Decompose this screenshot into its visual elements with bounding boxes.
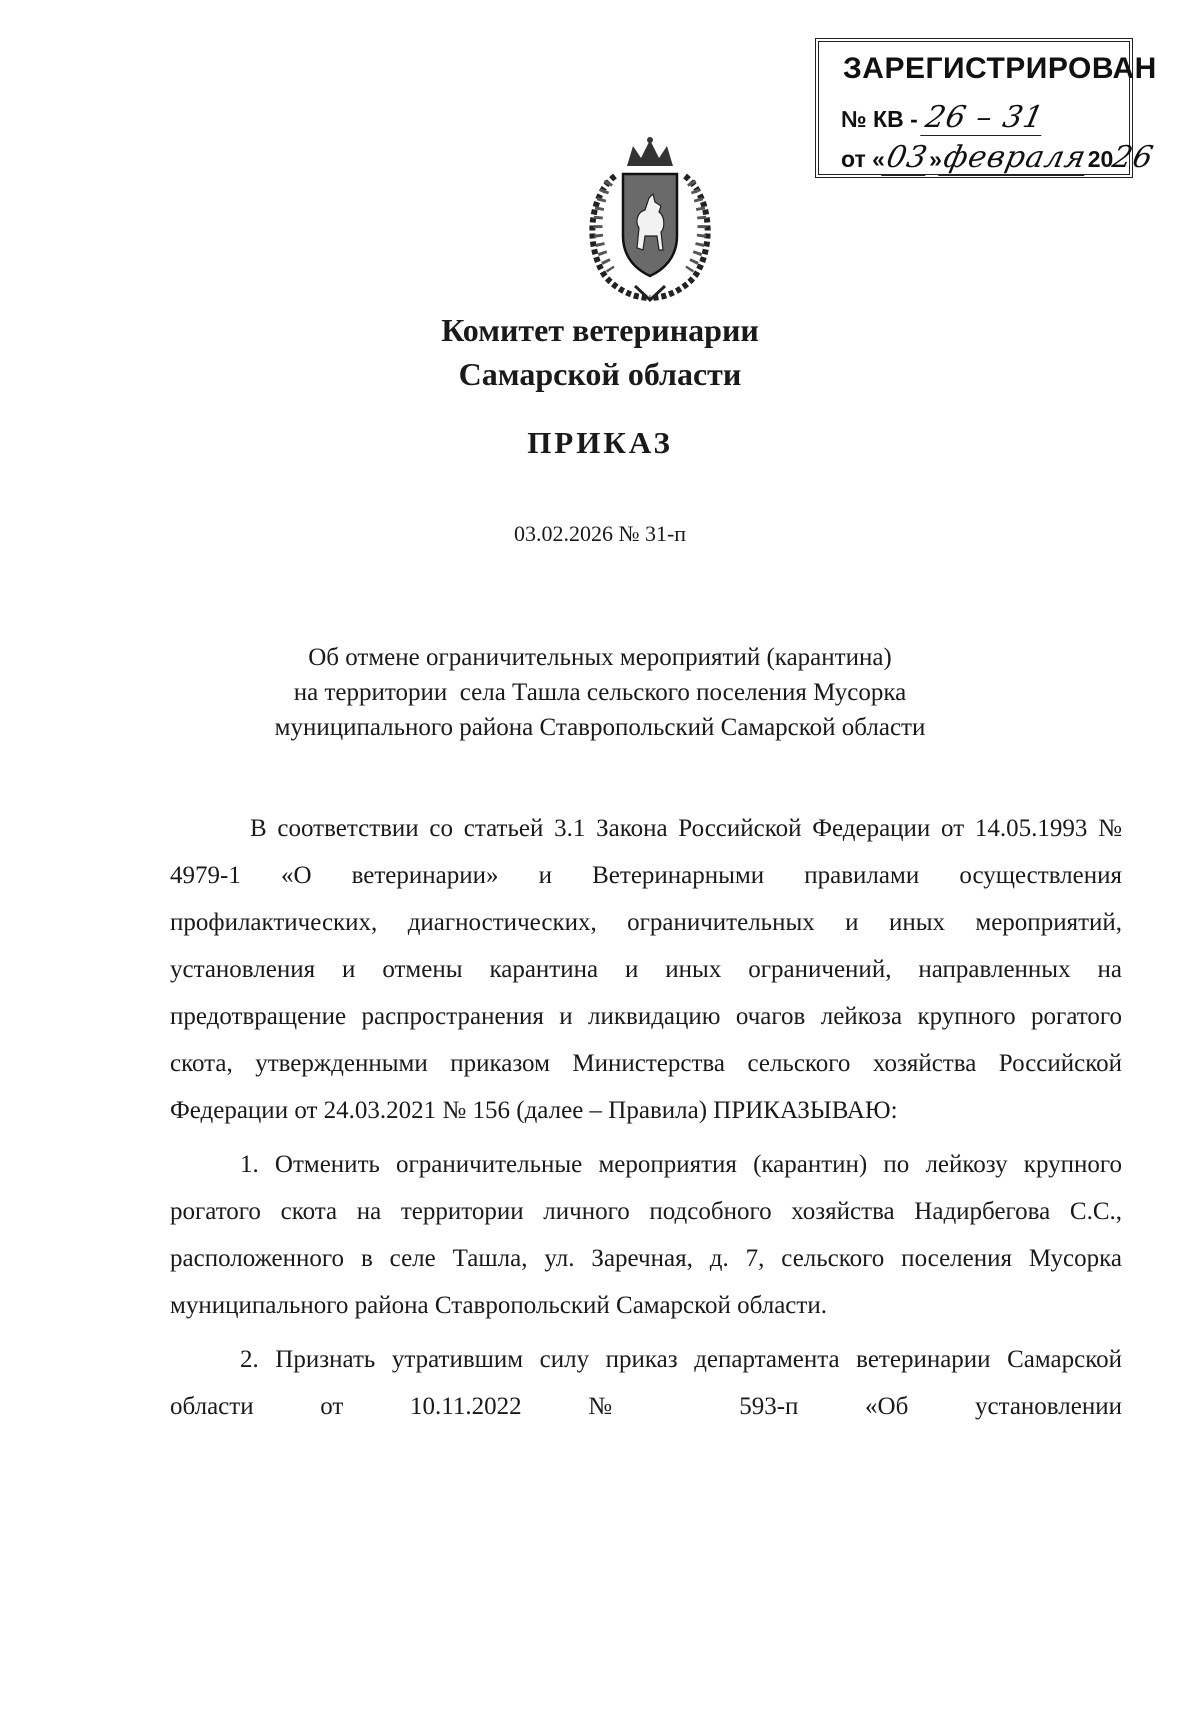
stamp-number-handwritten: 26 – 31 <box>920 100 1049 136</box>
registration-stamp <box>815 38 1158 178</box>
organization-name <box>0 308 1200 396</box>
stamp-date-month: февраля <box>938 140 1091 176</box>
body-preamble: В соответствии со статьей 3.1 Закона Российской Федерации от 14.05.1993 № 4979-1 «О ветеринарии» и Ветеринарными правилами осуществления профилактических, диагностических, ограничительных и иных мероприятий, установления и отмены карантина и иных ограничений, направленных на предотвращение распространения и ликвидацию очагов лейкоза крупного рогатого скота, утвержденными приказом Министерства сельского хозяйства Российской Федерации от 24.03.2021 № 156 (далее – Правила) ПРИКАЗЫВАЮ: <box>170 815 1122 1124</box>
stamp-date-prefix: от « <box>841 146 885 172</box>
stamp-number-prefix: № КВ - <box>841 106 918 132</box>
org-line-2: Самарской области <box>458 356 742 392</box>
document-date-number: 03.02.2026 № 31-п <box>513 521 687 546</box>
stamp-date-year-suffix: 26 <box>1109 140 1158 175</box>
stamp-date-mid: » <box>929 146 942 172</box>
stamp-date-year-prefix: 20 <box>1087 146 1114 172</box>
subject-line-1: Об отмене ограничительных мероприятий (карантина) <box>308 644 892 671</box>
stamp-date-line <box>841 140 1158 176</box>
org-line-1: Комитет ветеринарии <box>441 312 759 348</box>
document-body <box>170 805 1122 1430</box>
body-item-1: 1. Отменить ограничительные мероприятия (карантин) по лейкозу крупного рогатого скота на территории личного подсобного хозяйства Надирбегова С.С., расположенного в селе Ташла, ул. Заречная, д. 7, сельского поселения Мусорка муниципального района Ставропольский Самарской области. <box>170 1151 1122 1319</box>
stamp-date-day: 03 <box>881 140 933 176</box>
samara-coat-of-arms-icon <box>575 136 725 306</box>
subject-line-2: на территории села Ташла сельского поселения Мусорка <box>293 679 907 706</box>
subject-line-3: муниципального района Ставропольский Самарской области <box>274 714 926 741</box>
document-type: ПРИКАЗ <box>527 425 673 460</box>
stamp-number-line <box>841 100 1046 136</box>
stamp-title: ЗАРЕГИСТРИРОВАН <box>843 52 1157 85</box>
body-item-2: 2. Признать утратившим силу приказ департамента ветеринарии Самарской области от 10.11.2022 № 593-п «Об установлении <box>170 1346 1122 1420</box>
document-subject <box>0 640 1200 745</box>
